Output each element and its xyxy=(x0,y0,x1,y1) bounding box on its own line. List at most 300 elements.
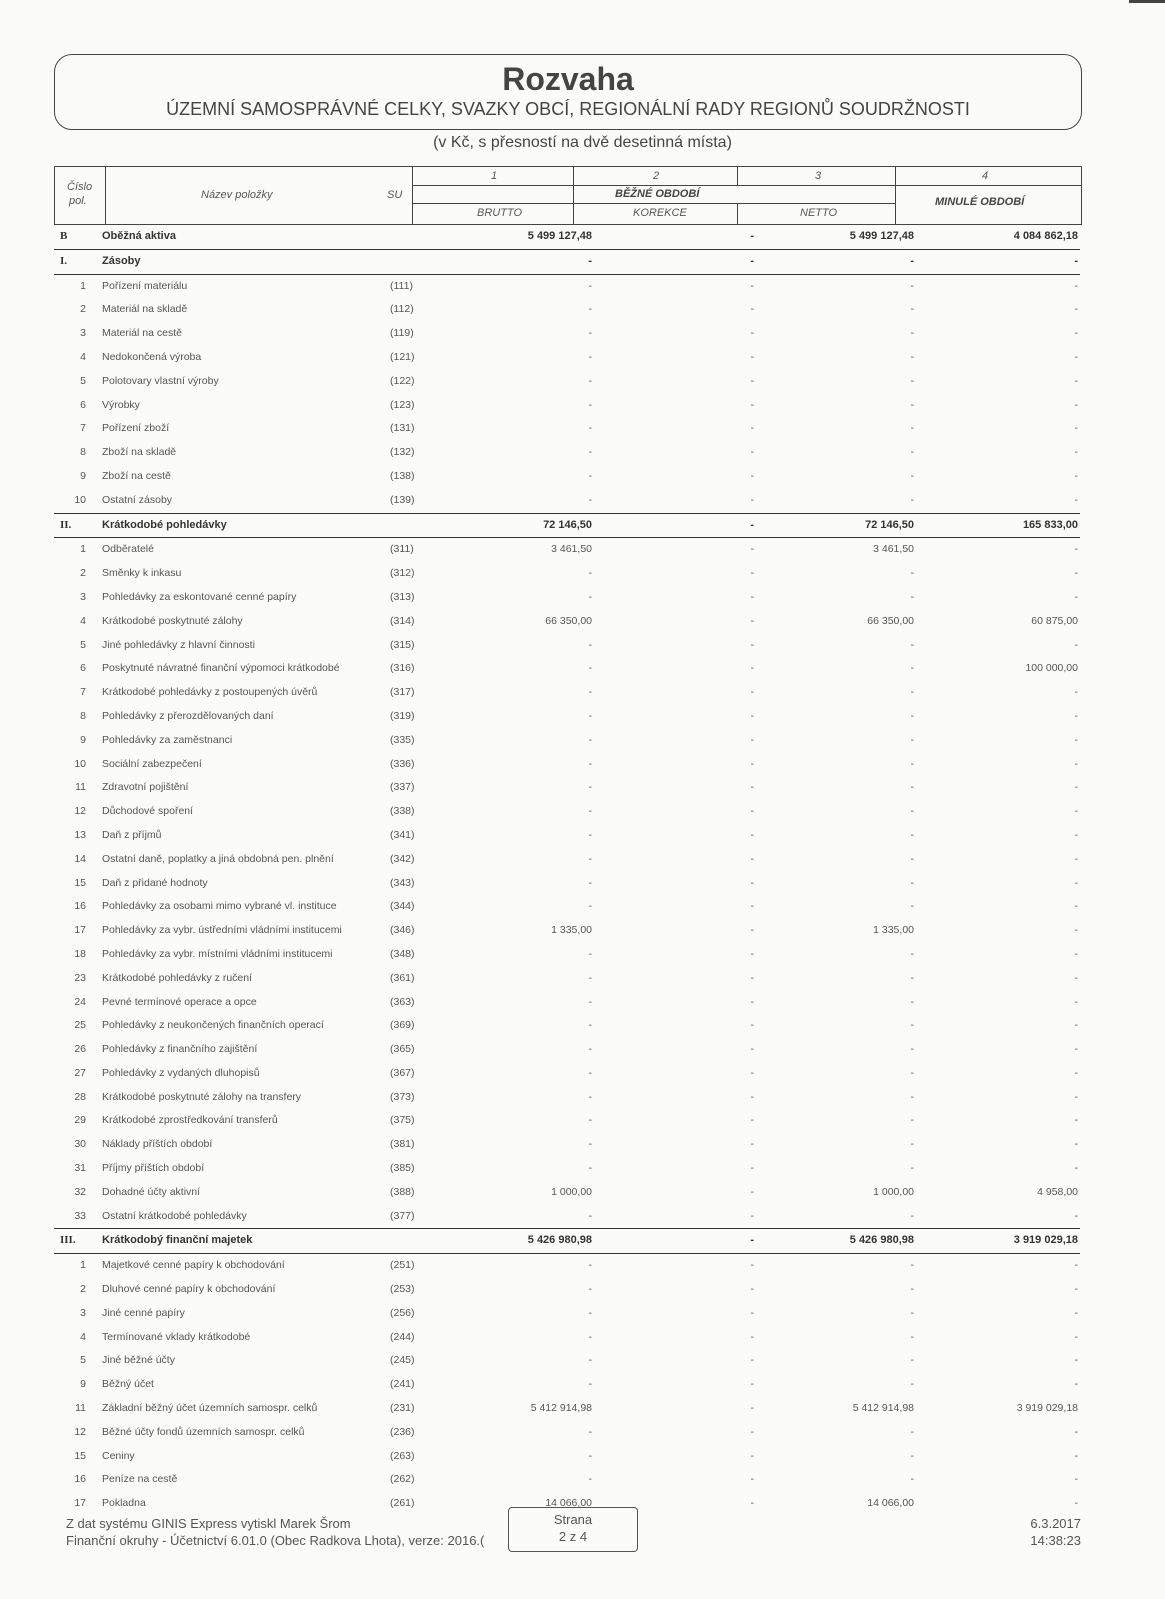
row-number: 23 xyxy=(74,971,86,984)
value-korekce: - xyxy=(750,614,754,627)
item-name: Oběžná aktiva xyxy=(102,230,176,242)
account-su: (335) xyxy=(390,733,415,746)
value-brutto: - xyxy=(588,1354,592,1367)
row-number: 10 xyxy=(74,493,86,506)
account-su: (112) xyxy=(390,303,414,316)
row-number: 5 xyxy=(80,1354,86,1367)
value-korekce: - xyxy=(750,995,754,1008)
table-row xyxy=(54,1421,1080,1445)
document-subtitle: ÚZEMNÍ SAMOSPRÁVNÉ CELKY, SVAZKY OBCÍ, REGIONÁLNÍ RADY REGIONŮ SOUDRŽNOSTI xyxy=(166,99,970,119)
item-name: Jiné běžné účty xyxy=(102,1354,175,1367)
row-number: 4 xyxy=(80,1330,86,1343)
value-netto: - xyxy=(910,590,914,603)
value-brutto: - xyxy=(588,781,592,794)
value-minule: - xyxy=(1074,1497,1078,1510)
item-name: Pohledávky za vybr. ústředními vládními institucemi xyxy=(102,924,342,937)
table-row xyxy=(54,1445,1080,1469)
account-su: (348) xyxy=(390,947,415,960)
row-number: I. xyxy=(60,254,68,267)
value-netto: - xyxy=(910,995,914,1008)
value-brutto: - xyxy=(588,398,592,411)
value-korekce: - xyxy=(750,1090,754,1103)
account-su: (245) xyxy=(390,1354,415,1367)
table-row xyxy=(54,1349,1080,1373)
value-korekce: - xyxy=(750,1138,754,1151)
value-minule: - xyxy=(1074,947,1078,960)
item-name: Směnky k inkasu xyxy=(102,567,182,580)
account-su: (263) xyxy=(390,1449,415,1462)
value-brutto: - xyxy=(588,1209,592,1222)
value-netto: - xyxy=(910,1114,914,1127)
account-su: (119) xyxy=(390,327,414,340)
value-brutto: - xyxy=(588,1162,592,1175)
value-minule: - xyxy=(1074,446,1078,459)
item-name: Ostatní daně, poplatky a jiná obdobná pen. plnění xyxy=(102,852,334,865)
item-name: Pohledávky za eskontované cenné papíry xyxy=(102,590,297,603)
value-minule: - xyxy=(1074,1330,1078,1343)
table-row xyxy=(54,1109,1080,1133)
item-name: Výrobky xyxy=(102,398,140,411)
table-section-row xyxy=(54,514,1080,539)
value-brutto: 1 000,00 xyxy=(551,1185,592,1198)
item-name: Poskytnuté návratné finanční výpomoci krátkodobé xyxy=(102,662,340,675)
account-su: (388) xyxy=(390,1185,415,1198)
row-number: 9 xyxy=(80,469,86,482)
value-minule: - xyxy=(1074,350,1078,363)
value-korekce: - xyxy=(750,374,754,387)
account-su: (111) xyxy=(390,279,413,292)
page-label: Strana xyxy=(553,1512,593,1527)
value-brutto: - xyxy=(588,422,592,435)
table-row xyxy=(54,610,1080,634)
value-korekce: - xyxy=(750,828,754,841)
row-number: 14 xyxy=(74,852,86,865)
header-col-1: 1 xyxy=(491,170,498,182)
value-korekce: - xyxy=(750,567,754,580)
account-su: (313) xyxy=(390,590,415,603)
value-minule: - xyxy=(1074,543,1078,556)
value-minule: - xyxy=(1074,638,1078,651)
header-korekce: KOREKCE xyxy=(633,207,687,219)
value-minule: - xyxy=(1074,1019,1078,1032)
value-korekce: - xyxy=(750,1449,754,1462)
row-number: 29 xyxy=(74,1114,86,1127)
value-netto: 3 461,50 xyxy=(873,543,914,556)
row-number: 9 xyxy=(80,1378,86,1391)
value-korekce: - xyxy=(750,469,754,482)
row-number: 11 xyxy=(75,1402,86,1415)
row-number: 2 xyxy=(80,303,86,316)
item-name: Běžný účet xyxy=(102,1378,154,1391)
print-date: 6.3.2017 xyxy=(1030,1516,1081,1531)
item-name: Materiál na cestě xyxy=(102,327,182,340)
value-brutto: - xyxy=(588,1378,592,1391)
value-netto: - xyxy=(910,446,914,459)
table-section-row xyxy=(54,250,1080,275)
value-brutto: - xyxy=(588,686,592,699)
value-netto: - xyxy=(910,1283,914,1296)
item-name: Daň z příjmů xyxy=(102,828,162,841)
table-row xyxy=(54,919,1080,943)
header-col-3: 3 xyxy=(815,170,822,182)
value-minule: - xyxy=(1074,327,1078,340)
account-su: (369) xyxy=(390,1019,415,1032)
value-korekce: - xyxy=(750,781,754,794)
page-number-box xyxy=(508,1507,638,1552)
value-korekce: - xyxy=(750,1402,754,1415)
value-minule: - xyxy=(1074,279,1078,292)
account-su: (385) xyxy=(390,1162,415,1175)
value-brutto: 72 146,50 xyxy=(543,518,592,531)
value-netto: - xyxy=(910,805,914,818)
title-box xyxy=(54,54,1082,130)
row-number: 4 xyxy=(80,350,86,363)
value-minule: - xyxy=(1074,567,1078,580)
table-row xyxy=(54,729,1080,753)
value-brutto: - xyxy=(588,1473,592,1486)
row-number: 4 xyxy=(80,614,86,627)
value-korekce: - xyxy=(750,350,754,363)
row-number: 8 xyxy=(80,446,86,459)
item-name: Nedokončená výroba xyxy=(102,350,202,363)
value-brutto: - xyxy=(588,1259,592,1272)
value-minule: 60 875,00 xyxy=(1031,614,1078,627)
item-name: Běžné účty fondů územních samospr. celků xyxy=(102,1425,305,1438)
item-name: Polotovary vlastní výroby xyxy=(102,374,219,387)
value-brutto: - xyxy=(588,757,592,770)
value-minule: - xyxy=(1074,852,1078,865)
table-row xyxy=(54,1086,1080,1110)
value-brutto: - xyxy=(588,995,592,1008)
account-su: (236) xyxy=(390,1425,415,1438)
item-name: Příjmy příštích období xyxy=(102,1162,205,1175)
account-su: (241) xyxy=(390,1378,415,1391)
item-name: Sociální zabezpečení xyxy=(102,757,202,770)
value-brutto: - xyxy=(588,493,592,506)
item-name: Pokladna xyxy=(102,1497,146,1510)
value-brutto: 5 412 914,98 xyxy=(530,1402,592,1415)
header-bezne-obdobi: BĚŽNÉ OBDOBÍ xyxy=(615,188,700,200)
item-name: Majetkové cenné papíry k obchodování xyxy=(102,1259,285,1272)
item-name: Pohledávky z vydaných dluhopisů xyxy=(102,1066,260,1079)
value-korekce: - xyxy=(750,662,754,675)
account-su: (132) xyxy=(390,446,415,459)
row-number: 33 xyxy=(74,1209,86,1222)
row-number: 8 xyxy=(80,709,86,722)
table-row xyxy=(54,1254,1080,1278)
units-note: (v Kč, s přesností na dvě desetinná místa) xyxy=(433,134,732,151)
value-minule: - xyxy=(1074,995,1078,1008)
header-pol: pol. xyxy=(69,195,87,207)
value-minule: - xyxy=(1074,398,1078,411)
value-minule: - xyxy=(1074,469,1078,482)
row-number: 28 xyxy=(74,1090,86,1103)
value-brutto: - xyxy=(588,1425,592,1438)
account-su: (363) xyxy=(390,995,415,1008)
value-brutto: - xyxy=(588,947,592,960)
item-name: Ostatní krátkodobé pohledávky xyxy=(102,1209,247,1222)
table-row xyxy=(54,562,1080,586)
item-name: Důchodové spoření xyxy=(102,805,194,818)
value-korekce: - xyxy=(750,947,754,960)
value-korekce: - xyxy=(750,590,754,603)
row-number: 2 xyxy=(80,567,86,580)
account-su: (311) xyxy=(390,543,414,556)
row-number: 9 xyxy=(80,733,86,746)
value-netto: - xyxy=(910,1378,914,1391)
value-brutto: - xyxy=(588,876,592,889)
value-brutto: - xyxy=(588,567,592,580)
value-netto: - xyxy=(910,781,914,794)
value-netto: - xyxy=(910,1354,914,1367)
value-korekce: - xyxy=(750,1162,754,1175)
table-row xyxy=(54,776,1080,800)
item-name: Termínované vklady krátkodobé xyxy=(102,1330,251,1343)
account-su: (122) xyxy=(390,374,415,387)
row-number: III. xyxy=(60,1234,76,1247)
row-number: 12 xyxy=(74,1425,86,1438)
account-su: (346) xyxy=(390,924,415,937)
table-row xyxy=(54,895,1080,919)
table-row xyxy=(54,1157,1080,1181)
item-name: Zásoby xyxy=(102,254,141,267)
value-korekce: - xyxy=(750,543,754,556)
value-brutto: - xyxy=(588,1138,592,1151)
table-row xyxy=(54,800,1080,824)
row-number: 17 xyxy=(74,924,86,937)
table-row xyxy=(54,753,1080,777)
account-su: (121) xyxy=(390,350,415,363)
value-netto: - xyxy=(910,422,914,435)
value-netto: - xyxy=(910,828,914,841)
item-name: Krátkodobé zprostředkování transferů xyxy=(102,1114,278,1127)
value-brutto: 14 066,00 xyxy=(545,1497,592,1510)
value-brutto: - xyxy=(588,254,592,267)
table-row xyxy=(54,991,1080,1015)
account-su: (253) xyxy=(390,1283,415,1296)
value-minule: - xyxy=(1074,686,1078,699)
item-name: Ceniny xyxy=(102,1449,135,1462)
value-brutto: - xyxy=(588,971,592,984)
row-number: 13 xyxy=(74,828,86,841)
table-row xyxy=(54,465,1080,489)
table-row xyxy=(54,417,1080,441)
value-brutto: - xyxy=(588,662,592,675)
account-su: (262) xyxy=(390,1473,415,1486)
value-brutto: - xyxy=(588,374,592,387)
row-number: 5 xyxy=(80,374,86,387)
value-netto: - xyxy=(910,1019,914,1032)
value-korekce: - xyxy=(750,805,754,818)
value-brutto: - xyxy=(588,900,592,913)
table-row xyxy=(54,824,1080,848)
value-brutto: - xyxy=(588,327,592,340)
value-minule: - xyxy=(1074,733,1078,746)
item-name: Pohledávky z neukončených finančních operací xyxy=(102,1019,324,1032)
item-name: Ostatní zásoby xyxy=(102,493,173,506)
account-su: (343) xyxy=(390,876,415,889)
item-name: Pořízení zboží xyxy=(102,422,170,435)
value-korekce: - xyxy=(750,422,754,435)
value-brutto: 5 499 127,48 xyxy=(527,230,592,242)
value-brutto: - xyxy=(588,805,592,818)
value-netto: - xyxy=(910,1090,914,1103)
account-su: (315) xyxy=(390,638,415,651)
value-minule: - xyxy=(1074,303,1078,316)
value-minule: - xyxy=(1074,1209,1078,1222)
row-number: 16 xyxy=(74,1473,86,1486)
item-name: Náklady příštích období xyxy=(102,1138,213,1151)
value-brutto: - xyxy=(588,709,592,722)
footer-info xyxy=(66,1515,484,1549)
value-minule: - xyxy=(1074,374,1078,387)
value-brutto: - xyxy=(588,638,592,651)
row-number: 2 xyxy=(80,1283,86,1296)
value-korekce: - xyxy=(750,900,754,913)
table-row xyxy=(54,681,1080,705)
account-su: (317) xyxy=(390,686,415,699)
row-number: 12 xyxy=(74,805,86,818)
row-number: II. xyxy=(60,518,72,531)
value-netto: 1 000,00 xyxy=(873,1185,914,1198)
value-minule: 4 958,00 xyxy=(1037,1185,1078,1198)
footer-datetime xyxy=(1030,1515,1081,1549)
value-netto: - xyxy=(910,757,914,770)
value-korekce: - xyxy=(750,733,754,746)
row-number: 31 xyxy=(74,1162,86,1175)
item-name: Jiné pohledávky z hlavní činnosti xyxy=(102,638,255,651)
item-name: Pohledávky z přerozdělovaných daní xyxy=(102,709,274,722)
account-su: (367) xyxy=(390,1066,415,1079)
value-netto: - xyxy=(910,1473,914,1486)
table-header xyxy=(54,166,1082,225)
value-netto: - xyxy=(910,1066,914,1079)
table-row xyxy=(54,1133,1080,1157)
value-netto: - xyxy=(910,638,914,651)
item-name: Zdravotní pojištění xyxy=(102,781,189,794)
value-korekce: - xyxy=(750,1234,754,1247)
item-name: Daň z přidané hodnoty xyxy=(102,876,208,889)
value-korekce: - xyxy=(750,1378,754,1391)
table-section-row xyxy=(54,1229,1080,1254)
account-su: (314) xyxy=(390,614,415,627)
value-netto: - xyxy=(910,1043,914,1056)
value-netto: - xyxy=(910,971,914,984)
value-netto: 5 499 127,48 xyxy=(849,230,914,242)
account-su: (312) xyxy=(390,567,415,580)
account-su: (319) xyxy=(390,709,415,722)
value-minule: - xyxy=(1074,900,1078,913)
value-korekce: - xyxy=(750,254,754,267)
value-minule: - xyxy=(1074,422,1078,435)
value-minule: - xyxy=(1074,709,1078,722)
value-minule: 3 919 029,18 xyxy=(1016,1402,1078,1415)
table-row xyxy=(54,967,1080,991)
item-name: Materiál na skladě xyxy=(102,303,188,316)
value-korekce: - xyxy=(750,1283,754,1296)
value-korekce: - xyxy=(750,1354,754,1367)
value-brutto: - xyxy=(588,852,592,865)
header-col-2: 2 xyxy=(653,170,660,182)
page-value: 2 z 4 xyxy=(558,1529,588,1544)
table-row xyxy=(54,943,1080,967)
account-su: (251) xyxy=(390,1259,415,1272)
value-korekce: - xyxy=(750,1306,754,1319)
account-su: (377) xyxy=(390,1209,415,1222)
value-brutto: - xyxy=(588,1330,592,1343)
table-body xyxy=(54,225,1080,1516)
item-name: Dohadné účty aktivní xyxy=(102,1185,201,1198)
table-row xyxy=(54,848,1080,872)
value-minule: - xyxy=(1074,1259,1078,1272)
account-su: (256) xyxy=(390,1306,415,1319)
value-brutto: - xyxy=(588,1066,592,1079)
value-korekce: - xyxy=(750,493,754,506)
value-minule: - xyxy=(1074,1306,1078,1319)
value-minule: - xyxy=(1074,757,1078,770)
value-minule: - xyxy=(1074,1114,1078,1127)
value-brutto: - xyxy=(588,1449,592,1462)
header-su: SU xyxy=(387,189,403,201)
row-number: 15 xyxy=(74,1449,86,1462)
value-korekce: - xyxy=(750,518,754,531)
value-korekce: - xyxy=(750,757,754,770)
account-su: (341) xyxy=(390,828,415,841)
value-brutto: 1 335,00 xyxy=(551,924,592,937)
value-minule: - xyxy=(1074,1449,1078,1462)
value-minule: - xyxy=(1074,1066,1078,1079)
value-netto: 14 066,00 xyxy=(867,1497,914,1510)
account-su: (336) xyxy=(390,757,415,770)
header-col-4: 4 xyxy=(982,170,989,182)
value-korekce: - xyxy=(750,1114,754,1127)
value-brutto: - xyxy=(588,1114,592,1127)
value-netto: - xyxy=(910,303,914,316)
value-korekce: - xyxy=(750,638,754,651)
table-section-row xyxy=(54,225,1080,250)
value-brutto: - xyxy=(588,1019,592,1032)
header-cislo: Číslo xyxy=(67,181,93,193)
item-name: Pořízení materiálu xyxy=(102,279,188,292)
account-su: (344) xyxy=(390,900,415,913)
print-time: 14:38:23 xyxy=(1030,1533,1081,1548)
value-brutto: - xyxy=(588,279,592,292)
table-row xyxy=(54,394,1080,418)
value-korekce: - xyxy=(750,852,754,865)
table-row xyxy=(54,1397,1080,1421)
item-name: Odběratelé xyxy=(102,543,154,556)
header-nazev: Název položky xyxy=(201,189,273,201)
row-number: 11 xyxy=(75,781,86,794)
item-name: Jiné cenné papíry xyxy=(102,1306,185,1319)
value-korekce: - xyxy=(750,971,754,984)
value-korekce: - xyxy=(750,1019,754,1032)
value-brutto: 66 350,00 xyxy=(545,614,592,627)
table-row xyxy=(54,705,1080,729)
value-minule: - xyxy=(1074,1043,1078,1056)
item-name: Pevné termínové operace a opce xyxy=(102,995,257,1008)
value-minule: - xyxy=(1074,1473,1078,1486)
value-korekce: - xyxy=(750,876,754,889)
value-korekce: - xyxy=(750,1330,754,1343)
account-su: (244) xyxy=(390,1330,415,1343)
value-korekce: - xyxy=(750,709,754,722)
table-row xyxy=(54,1014,1080,1038)
account-su: (338) xyxy=(390,805,415,818)
value-netto: - xyxy=(910,567,914,580)
table-row xyxy=(54,872,1080,896)
value-minule: 4 084 862,18 xyxy=(1013,230,1078,242)
